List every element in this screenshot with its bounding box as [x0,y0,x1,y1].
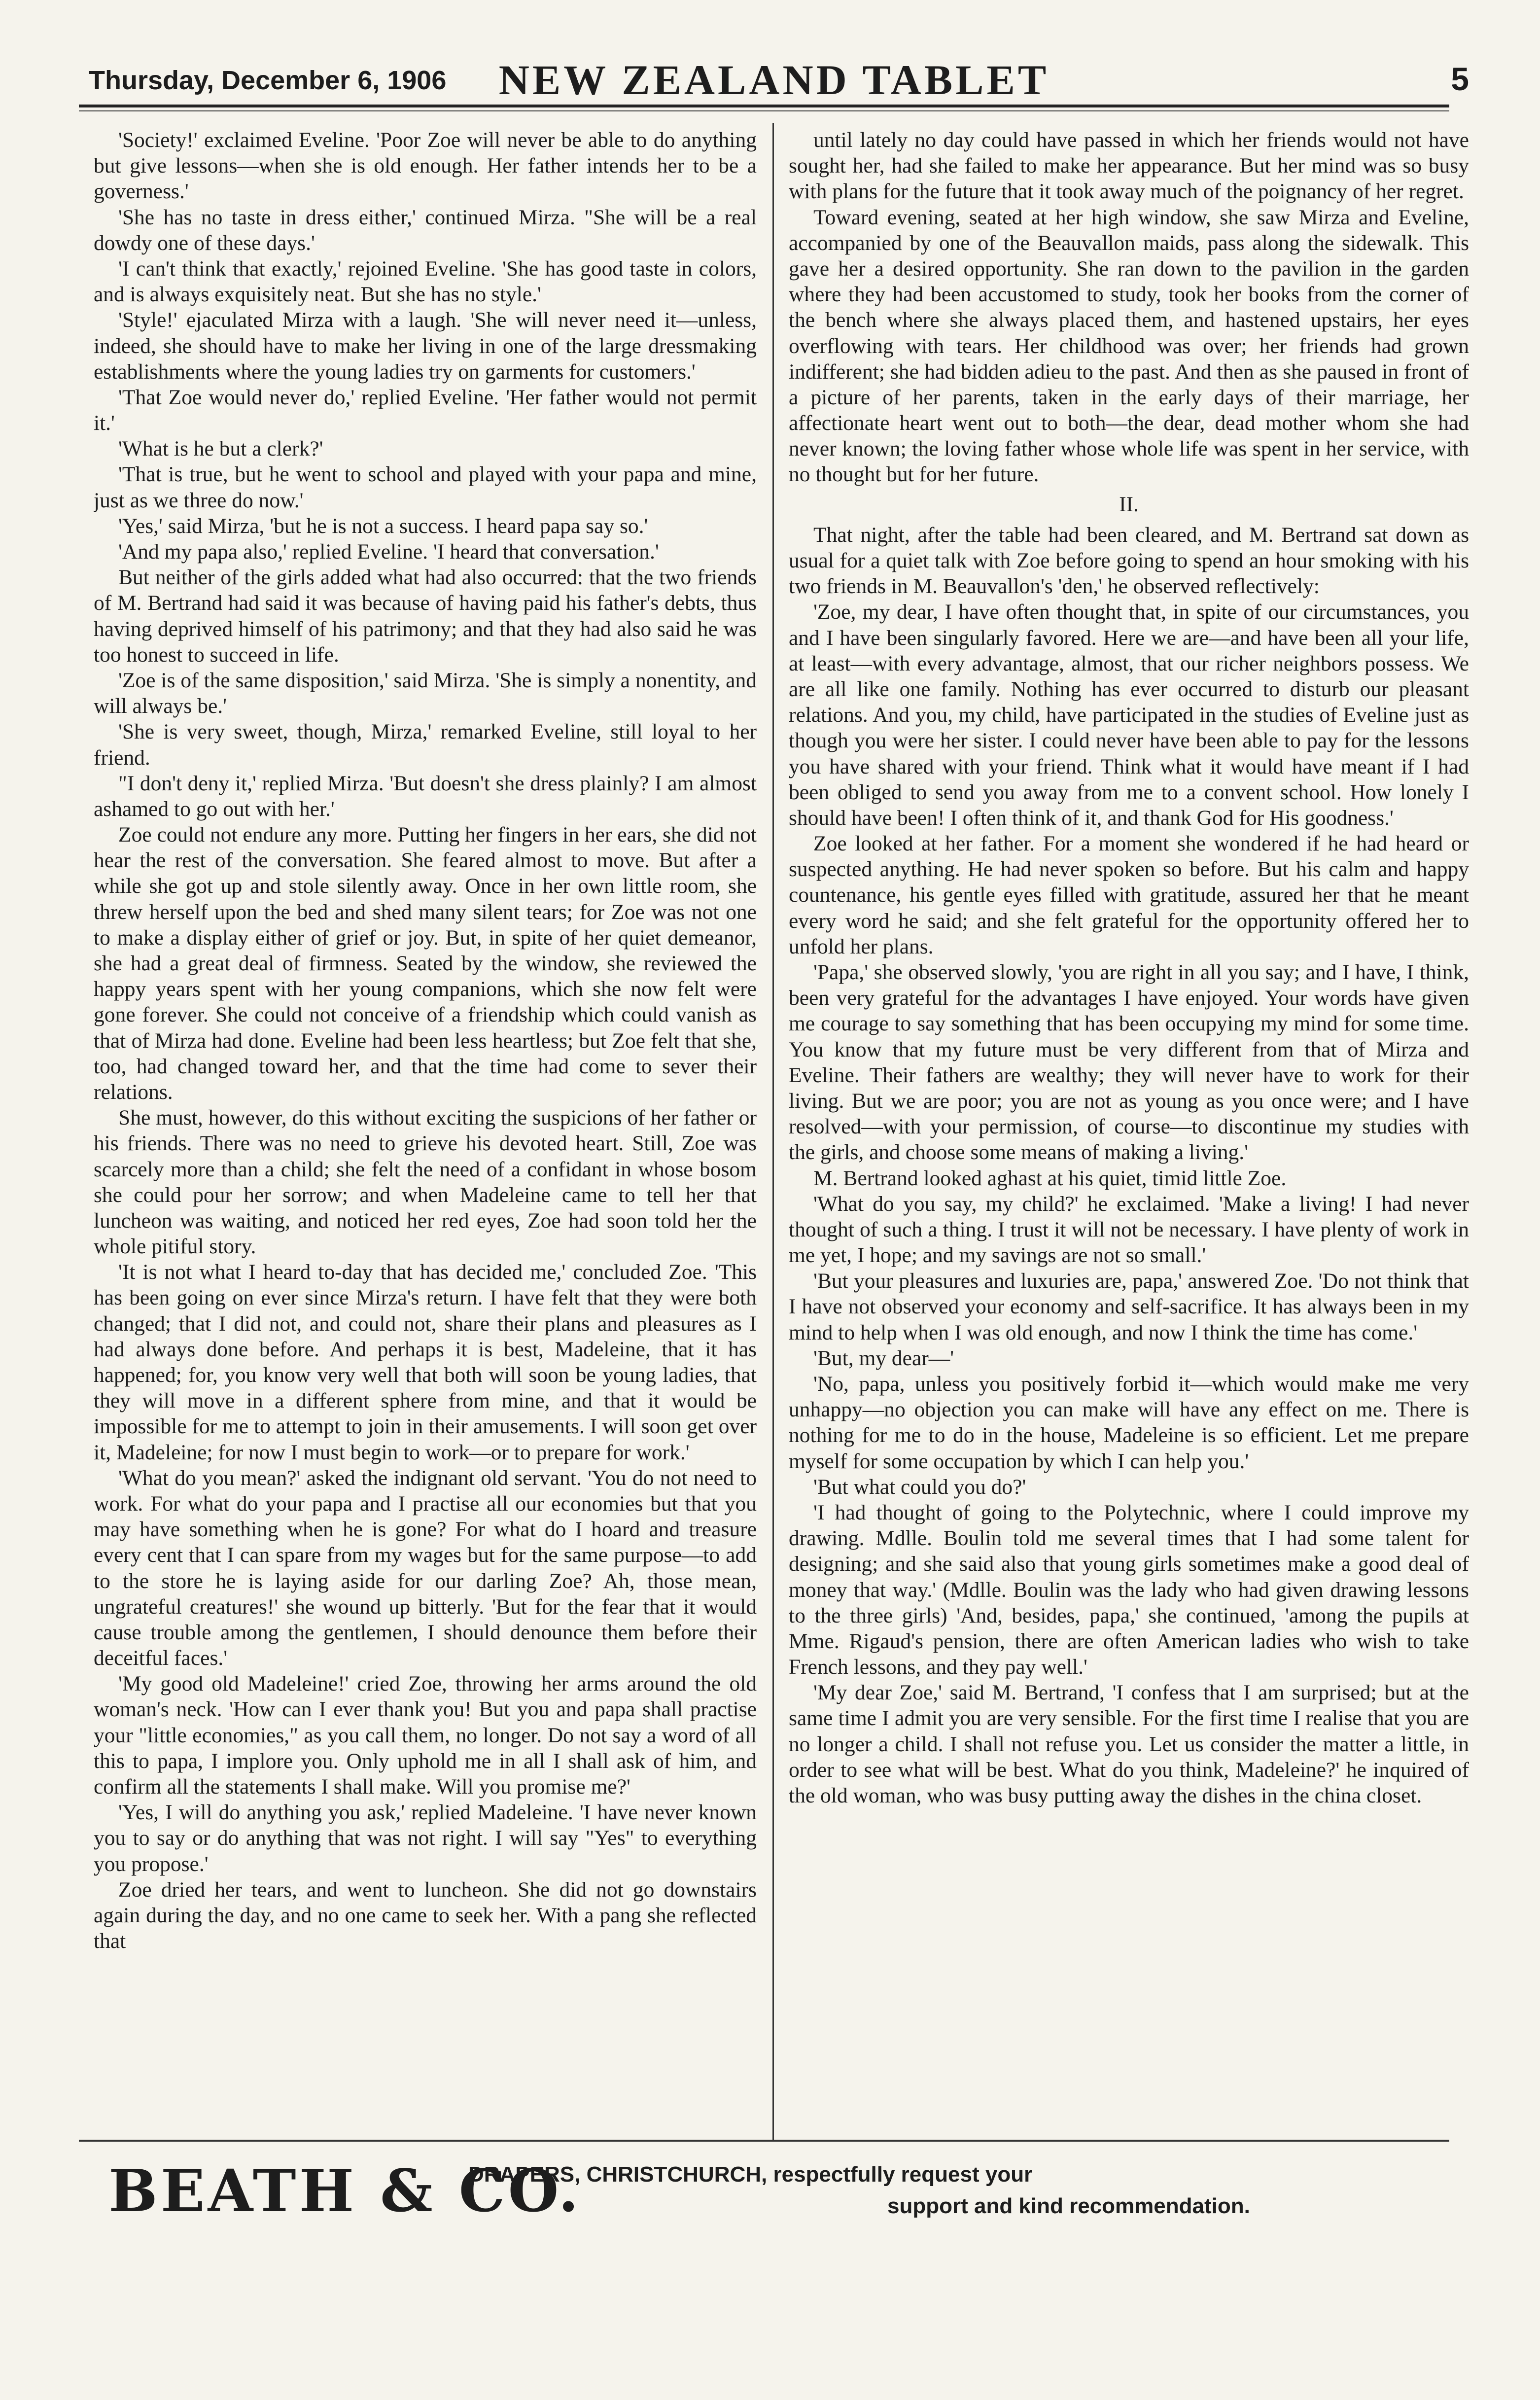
paragraph: 'No, papa, unless you positively forbid it—which would make me very unhappy—no objection you can make will have any effect on me. There is nothing for me to do in the house, Madeleine is so efficient. Let me prepare myself for some occupation by which I can help you.' [789,1372,1469,1473]
footer-rule [79,2140,1449,2142]
paragraph: 'What do you say, my child?' he exclaimed. 'Make a living! I had never thought of such a thing. I trust it will not be necessary. I have plenty of work in me yet, I hope; and my savings are not so small.' [789,1192,1469,1268]
paragraph: 'What is he but a clerk?' [118,437,323,461]
paragraph: She must, however, do this without exciting the suspicions of her father or his friends. There was no need to grieve his devoted heart. Still, Zoe was scarcely more than a child; she felt the need of a confidant in whose bosom she could pour her sorrow; and when Madeleine came to tell her that luncheon was waiting, and noticed her red eyes, Zoe had soon told her the whole pitiful story. [94,1106,757,1259]
paragraph: 'But, my dear—' [813,1346,954,1370]
paragraph: Toward evening, seated at her high window, she saw Mirza and Eveline, accompanied by one of the Beauvallon maids, pass along the sidewalk. This gave her a desired opportunity. She ran down to the pavilion in the garden where they had been accustomed to study, took her books from the corner of the bench where she always placed them, and hastened upstairs, her eyes overflowing with tears. Her childhood was over; her friends had grown indifferent; she had bidden adieu to the past. And then as she paused in front of a picture of her parents, taken in the early days of their marriage, her affectionate heart went out to both—the dear, dead mother whom she had never known; the loving father whose whole life was spent in her service, with no thought but for her future. [789,205,1469,487]
paragraph: 'Yes, I will do anything you ask,' replied Madeleine. 'I have never known you to say or do anything that was not right. I will say "Yes" to everything you propose.' [94,1800,757,1876]
paragraph: 'That is true, but he went to school and played with your papa and mine, just as we three do now.' [94,462,757,512]
section-marker: II. [1119,492,1139,516]
paragraph: Zoe looked at her father. For a moment she wondered if he had heard or suspected anything. He had never spoken so before. But his calm and happy countenance, his gentle eyes filled with gratitude, assured her that he meant every word he said; and she felt grateful for the opportunity offered her to unfold her plans. [789,832,1469,958]
paragraph: 'Society!' exclaimed Eveline. 'Poor Zoe will never be able to do anything but give lessons—when she is old enough. Her father intends her to be a governess.' [94,128,757,204]
paragraph: 'Zoe is of the same disposition,' said Mirza. 'She is simply a nonentity, and will always be.' [94,668,757,718]
paragraph: 'What do you mean?' asked the indignant old servant. 'You do not need to work. For what do your papa and I practise all our economies but that you may have something when he is gone? For what do I hoard and treasure every cent that I can spare from my wages but for the same purpose—to add to the store he is laying aside for our darling Zoe? Ah, those mean, ungrateful creatures!' she wound up bitterly. 'But for the fear that it would cause trouble among the gentlemen, I should denounce them before their deceitful faces.' [94,1466,757,1670]
paragraph: Zoe could not endure any more. Putting her fingers in her ears, she did not hear the rest of the conversation. She feared almost to move. But after a while she got up and stole silently away. Once in her own little room, she threw herself upon the bed and shed many silent tears; for Zoe was not one to make a display either of grief or joy. But, in spite of her quiet demeanor, she had a great deal of firmness. Seated by the window, she reviewed the happy years spent with her young companions, which she now felt were gone forever. She could not conceive of a friendship which could vanish as that of Mirza had done. Eveline had been less heartless; but Zoe felt that she, too, had changed toward her, and that the time had come to sever their relations. [94,823,757,1104]
paragraph: 'But what could you do?' [813,1475,1026,1499]
paragraph: 'She has no taste in dress either,' continued Mirza. "She will be a real dowdy one of these days.' [94,205,757,255]
paragraph: 'But your pleasures and luxuries are, papa,' answered Zoe. 'Do not think that I have not observed your economy and self-sacrifice. It has always been in my mind to help when I was old enough, and now I think the time has come.' [789,1269,1469,1344]
right-column [789,127,1469,2131]
left-column [94,127,757,2131]
page-header [74,55,1474,109]
paragraph: 'Papa,' she observed slowly, 'you are right in all you say; and I have, I think, been very grateful for the advantages I have enjoyed. Your words have given me courage to say something that has been occupying my mind for some time. You know that my future must be very different from that of Mirza and Eveline. Their fathers are wealthy; they will never have to work for their living. But we are poor; you are not as young as you once were; and I have resolved—with your permission, of course—to discontinue my studies with the girls, and choose some means of making a living.' [789,960,1469,1165]
advertiser-name: BEATH & CO. [108,2156,582,2225]
paragraph: 'She is very sweet, though, Mirza,' remarked Eveline, still loyal to her friend. [94,720,757,770]
paragraph: 'I had thought of going to the Polytechnic, where I could improve my drawing. Mdlle. Boulin told me several times that I had some talent for designing; and she said also that young girls sometimes make a good deal of money that way.' (Mdlle. Boulin was the lady who had given drawing lessons to the three girls) 'And, besides, papa,' she continued, 'among the pupils at Mme. Rigaud's pension, there are often American ladies who wish to take French lessons, and they pay well.' [789,1500,1469,1679]
page-number: 5 [1451,61,1469,97]
header-rule-thin [79,110,1449,111]
paragraph: 'Style!' ejaculated Mirza with a laugh. 'She will never need it—unless, indeed, she should have to make her living in one of the large dressmaking establishments where the young ladies try on garments for customers.' [94,308,757,384]
paragraph: M. Bertrand looked aghast at his quiet, timid little Zoe. [813,1166,1287,1190]
issue-date: Thursday, December 6, 1906 [89,66,447,95]
paragraph: until lately no day could have passed in which her friends would not have sought her, had she failed to make her appearance. But her mind was so busy with plans for the future that it took away much of the poignancy of her regret. [789,128,1469,204]
paragraph: 'And my papa also,' replied Eveline. 'I heard that conversation.' [118,540,659,564]
header-rule [79,105,1449,107]
paragraph: 'I can't think that exactly,' rejoined Eveline. 'She has good taste in colors, and is always exquisitely neat. But she has no style.' [94,256,757,307]
paragraph: That night, after the table had been cleared, and M. Bertrand sat down as usual for a quiet talk with Zoe before going to spend an hour smoking with his two friends in M. Beauvallon's 'den,' he observed reflectively: [789,523,1469,599]
advertisement-footer [79,2140,1449,2225]
advertisement-line-2: support and kind recommendation. [887,2194,1250,2218]
paragraph: 'Zoe, my dear, I have often thought that, in spite of our circumstances, you and I have been singularly favored. Here we are—and have been all your life, at least—with every advantage, almost, that our richer neighbors possess. We are all like one family. Nothing has ever occurred to disturb our pleasant relations. And you, my child, have participated in the studies of Eveline just as though you were her sister. I could never have been able to pay for the lessons you have shared with your friend. Think what it would have meant if I had been obliged to send you away from me to a convent school. How lonely I should have been! I often think of it, and thank God for His goodness.' [789,600,1469,830]
paragraph: But neither of the girls added what had also occurred: that the two friends of M. Bertrand had said it was because of having paid his father's debts, thus having deprived himself of his patrimony; and that they had also said he was too honest to succeed in life. [94,565,757,667]
paragraph: "I don't deny it,' replied Mirza. 'But doesn't she dress plainly? I am almost ashamed to go out with her.' [94,771,757,821]
paragraph: Zoe dried her tears, and went to luncheon. She did not go downstairs again during the day, and no one came to seek her. With a pang she reflected that [94,1877,757,1953]
paragraph: 'Yes,' said Mirza, 'but he is not a success. I heard papa say so.' [118,514,648,538]
paragraph: 'It is not what I heard to-day that has decided me,' concluded Zoe. 'This has been going on ever since Mirza's return. I have felt that they were both changed; that I did not, and could not, share their plans and pleasures as I had always done before. And perhaps it is best, Madeleine, that it has happened; for, you know very well that both will soon be young ladies, that they will move in a different sphere from mine, and that it would be impossible for me to attempt to join in their amusements. I will soon get over it, Madeleine; for now I must begin to work—or to prepare for work.' [94,1260,757,1464]
advertisement-line-1: DRAPERS, CHRISTCHURCH, respectfully request your [468,2162,1033,2187]
paragraph: 'That Zoe would never do,' replied Eveline. 'Her father would not permit it.' [94,385,757,435]
paragraph: 'My good old Madeleine!' cried Zoe, throwing her arms around the old woman's neck. 'How can I ever thank you! But you and papa shall practise your "little economies," as you call them, no longer. Do not say a word of all this to papa, I implore you. Only uphold me in all I shall ask of him, and confirm all the statements I shall make. Will you promise me?' [94,1672,757,1799]
paragraph: 'My dear Zoe,' said M. Bertrand, 'I confess that I am surprised; but at the same time I admit you are very sensible. For the first time I realise that you are no longer a child. I shall not refuse you. Let us consider the matter a little, in order to see what will be best. What do you think, Madeleine?' he inquired of the old woman, who was busy putting away the dishes in the china closet. [789,1681,1469,1807]
masthead-title: NEW ZEALAND TABLET [498,56,1050,104]
column-divider [772,123,774,2140]
